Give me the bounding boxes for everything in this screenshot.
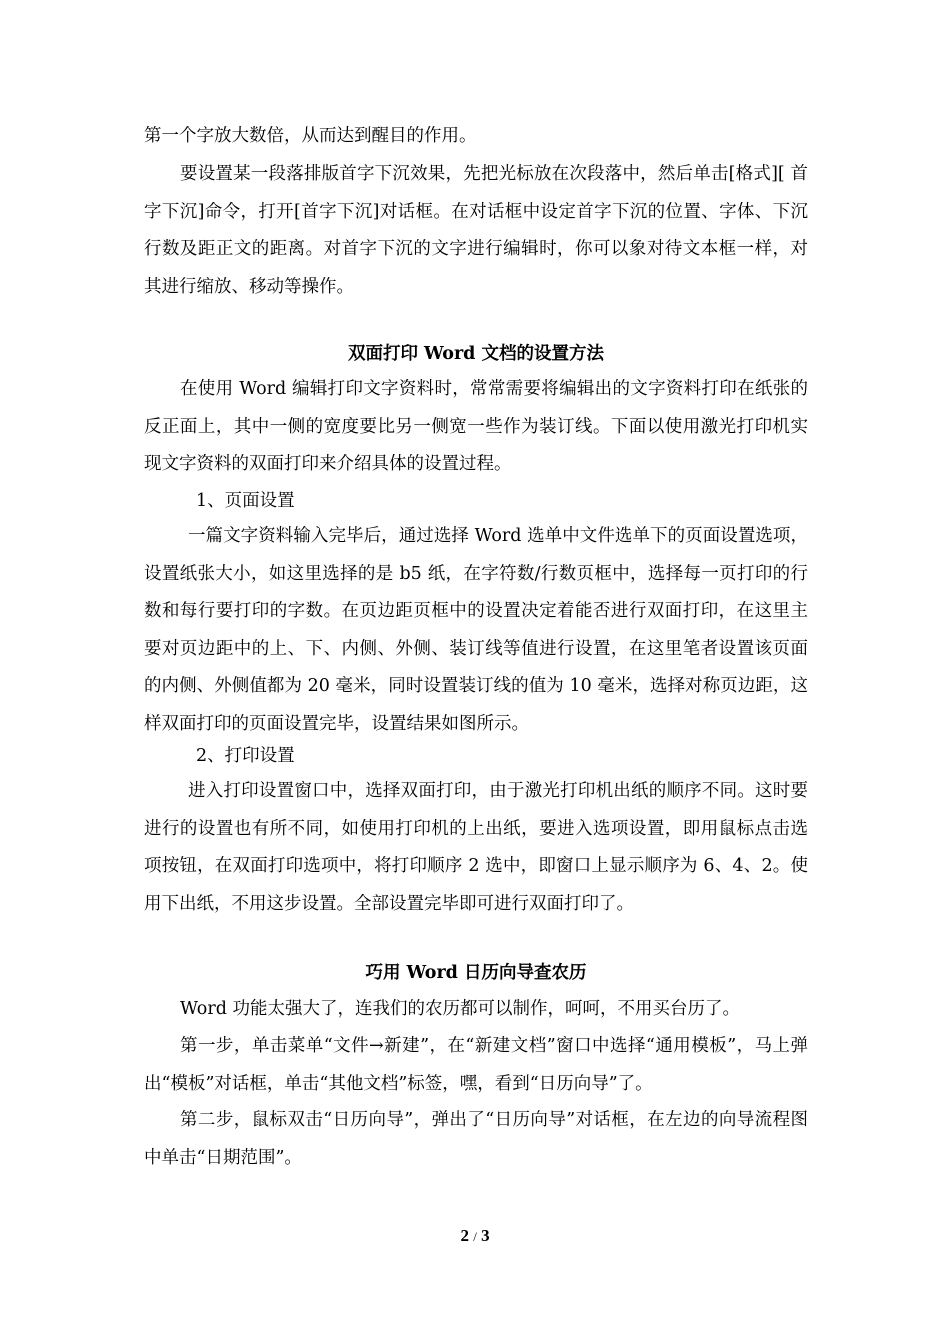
paragraph-dropcap-intro: 第一个字放大数倍，从而达到醒目的作用。 xyxy=(144,126,477,146)
subheading-page-setup: 1、页面设置 xyxy=(196,491,295,511)
paragraph-calendar-step-2: 第二步，鼠标双击“日历向导”，弹出了“日历向导”对话框，在左边的向导流程图中单击“日期范围”。 xyxy=(144,1110,808,1168)
page-number xyxy=(0,1226,950,1246)
paragraph-duplex-intro: 在使用 Word 编辑打印文字资料时，常常需要将编辑出的文字资料打印在纸张的反正面上，其中一侧的宽度要比另一侧宽一些作为装订线。下面以使用激光打印机实现文字资料的双面打印来介绍具体的设置过程。 xyxy=(144,379,808,474)
paragraph-calendar-step-1: 第一步，单击菜单“文件→新建”，在“新建文档”窗口中选择“通用模板”，马上弹出“模板”对话框，单击“其他文档”标签，嘿，看到“日历向导”了。 xyxy=(144,1036,808,1094)
paragraph-page-setup: 一篇文字资料输入完毕后，通过选择 Word 选单中文件选单下的页面设置选项，设置纸张大小，如这里选择的是 b5 纸，在字符数/行数页框中，选择每一页打印的行数和每行要打印的字数。在页边距页框中的设置决定着能否进行双面打印，在这里主要对页边距中的上、下、内侧、外侧、装订线等值进行设置，在这里笔者设置该页面的内侧、外侧值都为 20 毫米，同时设置装订线的值为 10 毫米，选择对称页边距，这样双面打印的页面设置完毕，设置结果如图所示。 xyxy=(144,526,808,734)
page-number-total: 3 xyxy=(481,1226,490,1245)
paragraph-calendar-intro: Word 功能太强大了，连我们的农历都可以制作，呵呵，不用买台历了。 xyxy=(180,999,740,1019)
section-heading-calendar-wizard: 巧用 Word 日历向导查农历 xyxy=(365,963,587,983)
page-number-separator: / xyxy=(473,1229,477,1244)
paragraph-print-setup: 进入打印设置窗口中，选择双面打印，由于激光打印机出纸的顺序不同。这时要进行的设置也有所不同，如使用打印机的上出纸，要进入选项设置，即用鼠标点击选项按钮，在双面打印选项中，将打印顺序 2 选中，即窗口上显示顺序为 6、4、2。使用下出纸，不用这步设置。全部设置完毕即可进行双面打印了。 xyxy=(144,781,808,914)
subheading-print-setup: 2、打印设置 xyxy=(196,746,295,766)
section-heading-duplex-print: 双面打印 Word 文档的设置方法 xyxy=(347,344,605,364)
page-number-current: 2 xyxy=(460,1226,469,1245)
paragraph-dropcap-steps: 要设置某一段落排版首字下沉效果，先把光标放在次段落中，然后单击[格式][ 首字下沉]命令，打开[首字下沉]对话框。在对话框中设定首字下沉的位置、字体、下沉行数及距正文的距离。对首字下沉的文字进行编辑时，你可以象对待文本框一样，对其进行缩放、移动等操作。 xyxy=(144,164,808,297)
